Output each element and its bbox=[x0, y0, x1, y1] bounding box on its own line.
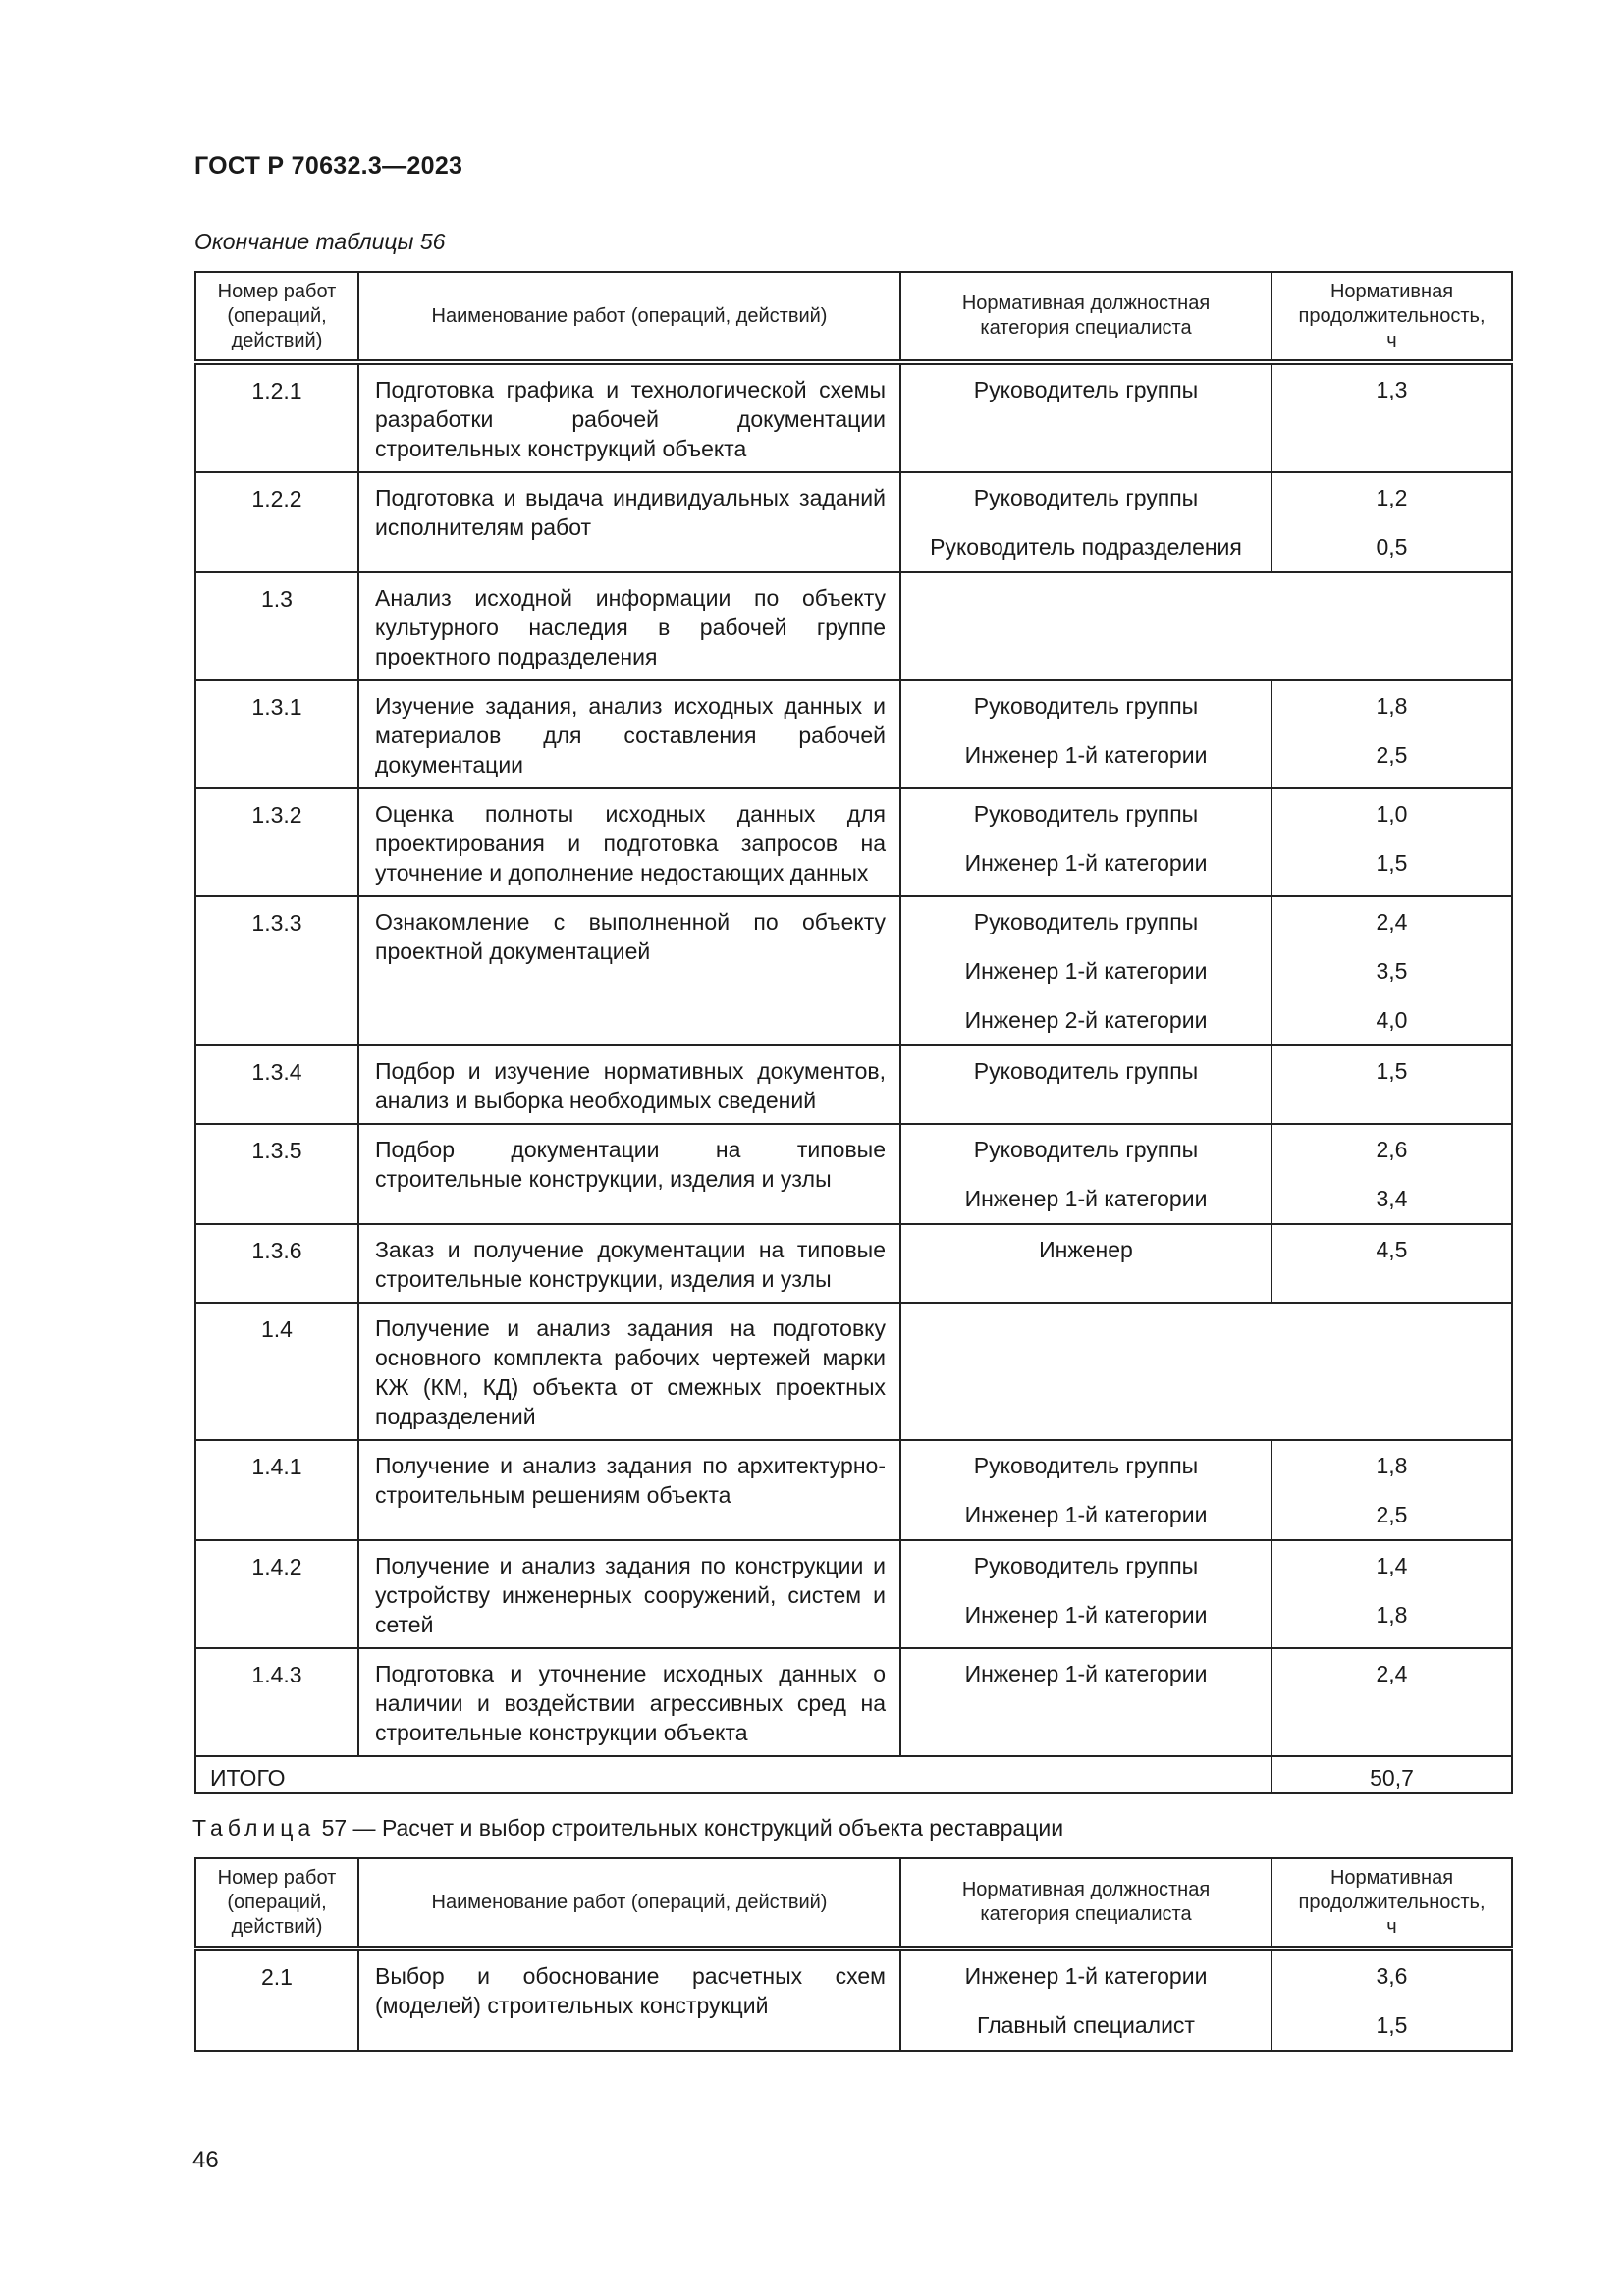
duration-value: 1,5 bbox=[1376, 2012, 1408, 2038]
work-name: Получение и анализ задания по конструкции и устройству инженерных сооружений, систем и сетей bbox=[358, 1540, 900, 1648]
specialist-category: Инженер 1-й категории bbox=[964, 1661, 1208, 1686]
specialist-category: Инженер 1-й категории bbox=[964, 742, 1208, 768]
duration-value: 0,5 bbox=[1376, 534, 1408, 560]
duration-value: 1,8 bbox=[1376, 1453, 1408, 1478]
work-name: Подготовка и уточнение исходных данных о наличии и воздействии агрессивных сред на строительные конструкции объекта bbox=[358, 1648, 900, 1756]
duration-value: 1,5 bbox=[1376, 1058, 1408, 1084]
work-number: 1.3.1 bbox=[195, 680, 358, 788]
work-name: Подготовка графика и технологической схемы разработки рабочей документации строительных конструкций объекта bbox=[358, 362, 900, 472]
duration-value: 1,3 bbox=[1376, 377, 1408, 402]
work-name: Оценка полноты исходных данных для проектирования и подготовка запросов на уточнение и дополнение недостающих данных bbox=[358, 788, 900, 896]
work-number: 1.3.4 bbox=[195, 1045, 358, 1124]
duration-value: 2,5 bbox=[1376, 1502, 1408, 1527]
total-label: ИТОГО bbox=[195, 1756, 1272, 1793]
total-value: 50,7 bbox=[1272, 1756, 1512, 1793]
work-number: 1.2.2 bbox=[195, 472, 358, 572]
specialist-cell bbox=[900, 680, 1272, 788]
specialist-category: Руководитель группы bbox=[973, 485, 1199, 510]
work-number: 1.4.3 bbox=[195, 1648, 358, 1756]
table-row bbox=[195, 572, 1512, 680]
table-header-row bbox=[195, 272, 1512, 362]
duration-value: 1,0 bbox=[1376, 801, 1408, 827]
duration-value: 1,4 bbox=[1376, 1553, 1408, 1578]
table-row bbox=[195, 1648, 1512, 1756]
specialist-cell bbox=[900, 1124, 1272, 1224]
work-name: Заказ и получение документации на типовые строительные конструкции, изделия и узлы bbox=[358, 1224, 900, 1303]
duration-value: 2,4 bbox=[1376, 1661, 1408, 1686]
specialist-category: Инженер 1-й категории bbox=[964, 1963, 1208, 1989]
specialist-cell bbox=[900, 362, 1272, 472]
duration-value: 4,0 bbox=[1376, 1007, 1408, 1033]
document-code: ГОСТ Р 70632.3—2023 bbox=[194, 152, 463, 180]
work-name: Получение и анализ задания по архитектурно-строительным решениям объекта bbox=[358, 1440, 900, 1540]
duration-cell bbox=[1272, 896, 1512, 1045]
duration-cell bbox=[1272, 1045, 1512, 1124]
specialist-cell bbox=[900, 1440, 1272, 1540]
specialist-category: Инженер bbox=[1039, 1237, 1133, 1262]
work-name: Получение и анализ задания на подготовку основного комплекта рабочих чертежей марки КЖ (КМ, КД) объекта от смежных проектных подразделений bbox=[358, 1303, 900, 1440]
table-row bbox=[195, 362, 1512, 472]
table-57-body bbox=[195, 1949, 1512, 2051]
col-header-number: Номер работ (операций, действий) bbox=[195, 1858, 358, 1949]
duration-value: 1,5 bbox=[1376, 850, 1408, 876]
specialist-cell bbox=[900, 1224, 1272, 1303]
table-57-caption: Таблица 57 — Расчет и выбор строительных конструкций объекта реставрации bbox=[192, 1815, 1064, 1841]
table-row bbox=[195, 680, 1512, 788]
table-57 bbox=[194, 1857, 1513, 2052]
empty-cell bbox=[900, 1303, 1512, 1440]
work-number: 1.4.1 bbox=[195, 1440, 358, 1540]
duration-cell bbox=[1272, 680, 1512, 788]
page-number: 46 bbox=[192, 2147, 219, 2173]
specialist-category: Инженер 2-й категории bbox=[964, 1007, 1208, 1033]
specialist-category: Руководитель группы bbox=[973, 1553, 1199, 1578]
col-header-specialist: Нормативная должностная категория специалиста bbox=[900, 1858, 1272, 1949]
specialist-cell bbox=[900, 1648, 1272, 1756]
work-number: 1.3.6 bbox=[195, 1224, 358, 1303]
duration-cell bbox=[1272, 1124, 1512, 1224]
work-name: Выбор и обоснование расчетных схем (моделей) строительных конструкций bbox=[358, 1949, 900, 2051]
duration-cell bbox=[1272, 1224, 1512, 1303]
table-row bbox=[195, 788, 1512, 896]
col-header-duration: Нормативная продолжительность, ч bbox=[1272, 272, 1512, 362]
total-row bbox=[195, 1756, 1512, 1793]
table-row bbox=[195, 896, 1512, 1045]
duration-cell bbox=[1272, 362, 1512, 472]
table-56 bbox=[194, 271, 1513, 1794]
table-row bbox=[195, 1949, 1512, 2051]
specialist-category: Руководитель группы bbox=[973, 693, 1199, 719]
specialist-category: Инженер 1-й категории bbox=[964, 850, 1208, 876]
work-name: Изучение задания, анализ исходных данных и материалов для составления рабочей документации bbox=[358, 680, 900, 788]
duration-value: 3,4 bbox=[1376, 1186, 1408, 1211]
work-number: 1.3.3 bbox=[195, 896, 358, 1045]
specialist-category: Главный специалист bbox=[977, 2012, 1195, 2038]
work-number: 1.3.2 bbox=[195, 788, 358, 896]
col-header-duration: Нормативная продолжительность, ч bbox=[1272, 1858, 1512, 1949]
specialist-category: Инженер 1-й категории bbox=[964, 1602, 1208, 1628]
work-number: 1.4.2 bbox=[195, 1540, 358, 1648]
duration-cell bbox=[1272, 1440, 1512, 1540]
work-name: Подбор и изучение нормативных документов, анализ и выборка необходимых сведений bbox=[358, 1045, 900, 1124]
table-continuation-label: Окончание таблицы 56 bbox=[194, 229, 446, 254]
table-row bbox=[195, 1124, 1512, 1224]
specialist-cell bbox=[900, 788, 1272, 896]
duration-value: 1,8 bbox=[1376, 693, 1408, 719]
table-row bbox=[195, 1303, 1512, 1440]
work-number: 1.3.5 bbox=[195, 1124, 358, 1224]
table-row bbox=[195, 1440, 1512, 1540]
work-name: Ознакомление с выполненной по объекту проектной документацией bbox=[358, 896, 900, 1045]
duration-value: 2,4 bbox=[1376, 909, 1408, 934]
work-name: Подготовка и выдача индивидуальных заданий исполнителям работ bbox=[358, 472, 900, 572]
specialist-category: Руководитель группы bbox=[973, 1137, 1199, 1162]
work-number: 1.4 bbox=[195, 1303, 358, 1440]
specialist-cell bbox=[900, 1949, 1272, 2051]
specialist-category: Инженер 1-й категории bbox=[964, 1186, 1208, 1211]
specialist-cell bbox=[900, 896, 1272, 1045]
table-row bbox=[195, 1045, 1512, 1124]
specialist-category: Инженер 1-й категории bbox=[964, 1502, 1208, 1527]
duration-value: 2,5 bbox=[1376, 742, 1408, 768]
col-header-name: Наименование работ (операций, действий) bbox=[358, 272, 900, 362]
specialist-cell bbox=[900, 1045, 1272, 1124]
duration-value: 4,5 bbox=[1376, 1237, 1408, 1262]
specialist-cell bbox=[900, 1540, 1272, 1648]
work-number: 2.1 bbox=[195, 1949, 358, 2051]
work-name: Анализ исходной информации по объекту культурного наследия в рабочей группе проектного подразделения bbox=[358, 572, 900, 680]
specialist-category: Руководитель подразделения bbox=[930, 534, 1242, 560]
empty-cell bbox=[900, 572, 1512, 680]
work-number: 1.3 bbox=[195, 572, 358, 680]
table-row bbox=[195, 472, 1512, 572]
duration-value: 1,8 bbox=[1376, 1602, 1408, 1628]
duration-value: 3,6 bbox=[1376, 1963, 1408, 1989]
table-header-row bbox=[195, 1858, 1512, 1949]
duration-value: 1,2 bbox=[1376, 485, 1408, 510]
col-header-specialist: Нормативная должностная категория специалиста bbox=[900, 272, 1272, 362]
specialist-category: Руководитель группы bbox=[973, 1453, 1199, 1478]
table-row bbox=[195, 1540, 1512, 1648]
work-number: 1.2.1 bbox=[195, 362, 358, 472]
col-header-number: Номер работ (операций, действий) bbox=[195, 272, 358, 362]
duration-cell bbox=[1272, 1648, 1512, 1756]
specialist-category: Инженер 1-й категории bbox=[964, 958, 1208, 984]
specialist-category: Руководитель группы bbox=[973, 1058, 1199, 1084]
duration-value: 3,5 bbox=[1376, 958, 1408, 984]
col-header-name: Наименование работ (операций, действий) bbox=[358, 1858, 900, 1949]
specialist-category: Руководитель группы bbox=[973, 377, 1199, 402]
duration-value: 2,6 bbox=[1376, 1137, 1408, 1162]
table-56-body bbox=[195, 362, 1512, 1756]
duration-cell bbox=[1272, 472, 1512, 572]
specialist-cell bbox=[900, 472, 1272, 572]
work-name: Подбор документации на типовые строительные конструкции, изделия и узлы bbox=[358, 1124, 900, 1224]
duration-cell bbox=[1272, 1949, 1512, 2051]
table-row bbox=[195, 1224, 1512, 1303]
specialist-category: Руководитель группы bbox=[973, 801, 1199, 827]
duration-cell bbox=[1272, 1540, 1512, 1648]
duration-cell bbox=[1272, 788, 1512, 896]
specialist-category: Руководитель группы bbox=[973, 909, 1199, 934]
